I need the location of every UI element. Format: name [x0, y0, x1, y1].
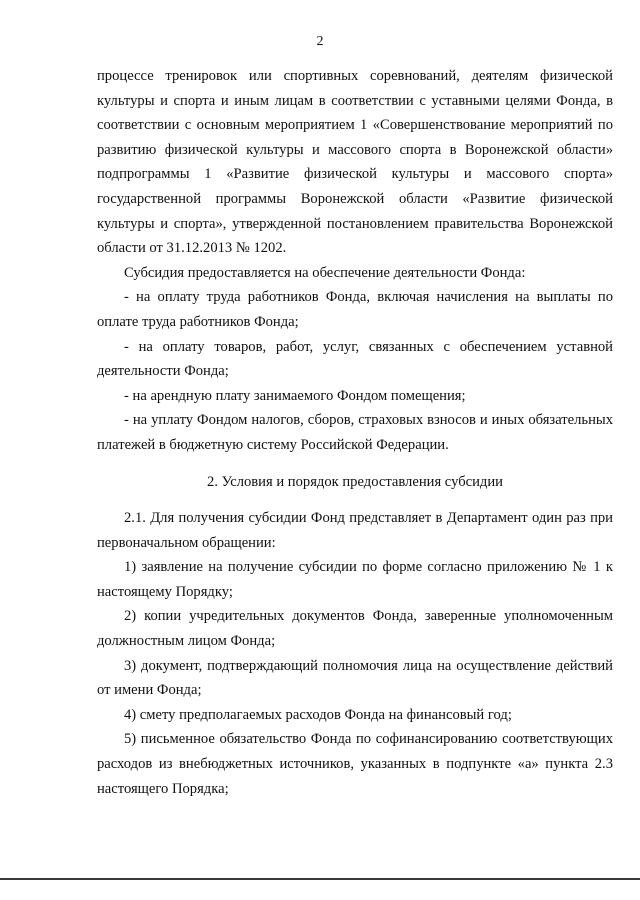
scan-bottom-edge: [0, 878, 640, 880]
list-item-founding-documents: 2) копии учредительных документов Фонда, заверенные уполномоченным должностным лицом Фонда;: [97, 608, 613, 650]
list-item-application: 1) заявление на получение субсидии по форме согласно приложению № 1 к настоящему Порядку;: [97, 559, 613, 600]
list-item-authority-document: 3) документ, подтверждающий полномочия лица на осуществление действий от имени Фонда;: [97, 657, 613, 699]
list-item-budget-estimate: 4) смету предполагаемых расходов Фонда на финансовый год;: [124, 706, 512, 723]
page-number: 2: [316, 34, 324, 49]
list-item-rent: - на арендную плату занимаемого Фондом помещения;: [124, 387, 466, 404]
list-item-taxes: - на уплату Фондом налогов, сборов, страховых взносов и иных обязательных платежей в бюджетную систему Российской Федерации.: [97, 412, 613, 453]
list-item-labor-payment: - на оплату труда работников Фонда, включая начисления на выплаты по оплате труда работников Фонда;: [97, 289, 613, 330]
list-item-cofinancing-obligation: 5) письменное обязательство Фонда по софинансированию соответствующих расходов из внебюджетных источников, указанных в подпункте «а» пункта 2.3 настоящего Порядка;: [97, 731, 613, 797]
list-item-goods-services: - на оплату товаров, работ, услуг, связанных с обеспечением уставной деятельности Фонда;: [97, 338, 613, 380]
section-heading: 2. Условия и порядок предоставления субсидии: [207, 473, 503, 490]
document-body: [97, 64, 613, 801]
paragraph-2-1: 2.1. Для получения субсидии Фонд представляет в Департамент один раз при первоначальном обращении:: [97, 510, 613, 551]
paragraph-continuation: процессе тренировок или спортивных соревнований, деятелям физической культуры и спорта и иным лицам в соответствии с уставными целями Фонда, в соответствии с основным мероприятием 1 «Совершенствование мероприятий по развитию физической культуры и массового спорта в Воронежской области» подпрограммы 1 «Развитие физической культуры и массового спорта» государственной программы Воронежской области «Развитие физической культуры и спорта», утвержденной постановлением правительства Воронежской области от 31.12.2013 № 1202.: [97, 68, 613, 257]
paragraph-subsidy-purpose: Субсидия предоставляется на обеспечение деятельности Фонда:: [124, 264, 526, 281]
